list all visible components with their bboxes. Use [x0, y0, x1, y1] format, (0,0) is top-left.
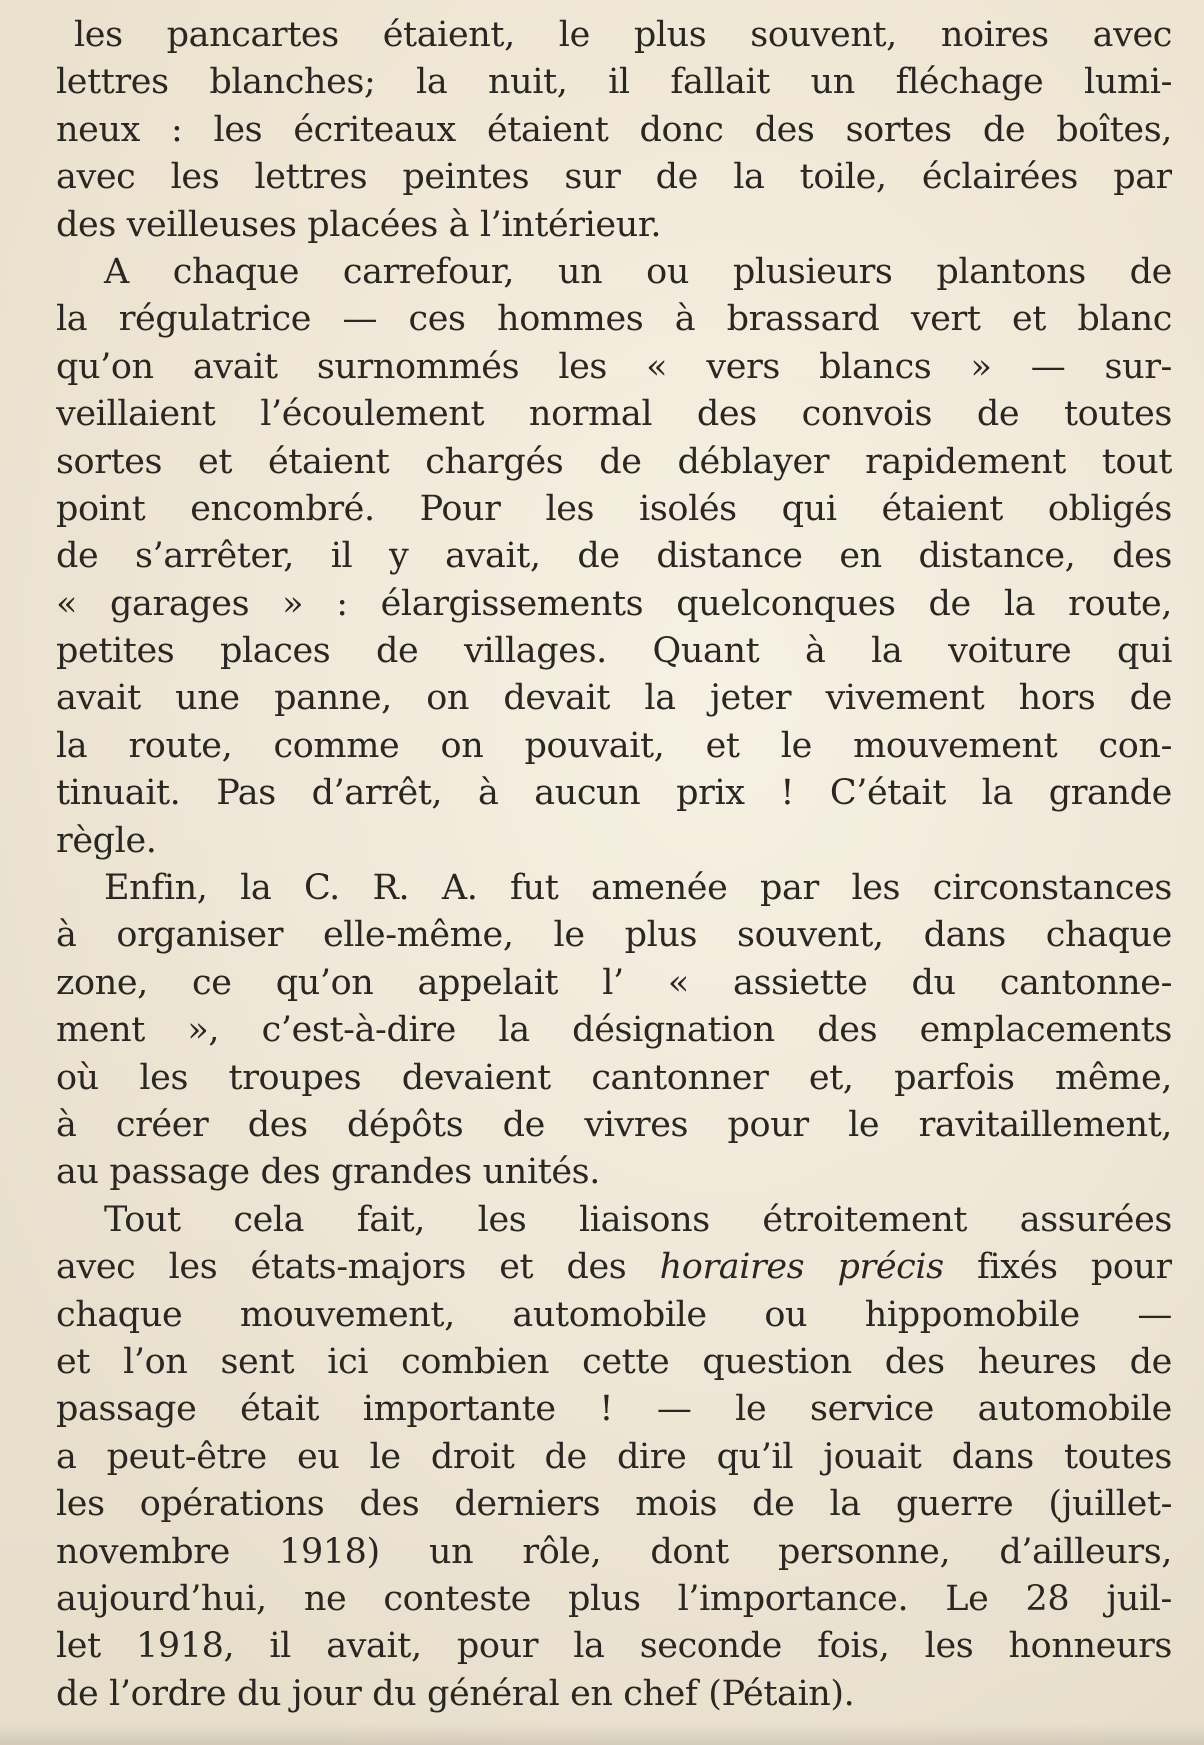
body-text [56, 12, 1172, 1718]
text-line: qu’on avait surnommés les « vers blancs » — sur- [56, 346, 1172, 387]
text-line: la régulatrice — ces hommes à brassard vert et blanc [56, 299, 1172, 340]
text-line: « garages » : élargissements quelconques de la route, [56, 583, 1172, 624]
text-line: tinuait. Pas d’arrêt, à aucun prix ! C’était la grande [56, 773, 1172, 814]
text-line: des veilleuses placées à l’intérieur. [56, 204, 662, 245]
text-line: zone, ce qu’on appelait l’ « assiette du cantonne- [56, 962, 1172, 1003]
text-line: let 1918, il avait, pour la seconde fois, les honneurs [56, 1626, 1172, 1667]
text-line: a peut-être eu le droit de dire qu’il jouait dans toutes [56, 1436, 1172, 1477]
text-line: aujourd’hui, ne conteste plus l’importance. Le 28 juil- [56, 1578, 1172, 1619]
paragraph-start-line: Tout cela fait, les liaisons étroitement assurées [104, 1199, 1172, 1240]
text-line: lettres blanches; la nuit, il fallait un fléchage lumi- [56, 62, 1172, 103]
text-line: au passage des grandes unités. [56, 1152, 600, 1193]
text-line: avait une panne, on devait la jeter vivement hors de [56, 678, 1172, 719]
italic-phrase: horaires précis [659, 1247, 944, 1288]
paragraph-start-line: A chaque carrefour, un ou plusieurs plantons de [104, 251, 1172, 292]
text-line: de l’ordre du jour du général en chef (Pétain). [56, 1673, 855, 1714]
text-line: la route, comme on pouvait, et le mouvement con- [56, 725, 1172, 766]
text-segment: fixés pour [943, 1247, 1172, 1288]
text-line: chaque mouvement, automobile ou hippomobile — [56, 1294, 1172, 1335]
page-edge-shadow [0, 1723, 1204, 1745]
text-line: petites places de villages. Quant à la voiture qui [56, 631, 1172, 672]
text-line: les pancartes étaient, le plus souvent, noires avec [74, 15, 1172, 55]
text-line: règle. [56, 820, 157, 861]
text-line: passage était importante ! — le service automobile [56, 1389, 1172, 1430]
text-line: à créer des dépôts de vivres pour le ravitaillement, [56, 1104, 1172, 1145]
text-line: avec les lettres peintes sur de la toile, éclairées par [56, 157, 1172, 198]
text-line [56, 1244, 1172, 1291]
text-line: les opérations des derniers mois de la guerre (juillet- [56, 1484, 1172, 1525]
text-line: veillaient l’écoulement normal des convois de toutes [56, 394, 1172, 435]
text-line: et l’on sent ici combien cette question des heures de [56, 1341, 1172, 1382]
text-line: novembre 1918) un rôle, dont personne, d’ailleurs, [56, 1531, 1172, 1572]
text-line: de s’arrêter, il y avait, de distance en distance, des [56, 536, 1172, 577]
text-line: à organiser elle-même, le plus souvent, dans chaque [56, 915, 1172, 956]
text-line: point encombré. Pour les isolés qui étaient obligés [56, 488, 1172, 529]
text-line: sortes et étaient chargés de déblayer rapidement tout [56, 441, 1172, 482]
text-segment: avec les états-majors et des [56, 1247, 660, 1288]
text-line: où les troupes devaient cantonner et, parfois même, [56, 1057, 1172, 1098]
text-line: neux : les écriteaux étaient donc des sortes de boîtes, [56, 109, 1172, 150]
text-line: ment », c’est-à-dire la désignation des emplacements [56, 1010, 1172, 1051]
paragraph-start-line: Enfin, la C. R. A. fut amenée par les circonstances [104, 868, 1172, 909]
